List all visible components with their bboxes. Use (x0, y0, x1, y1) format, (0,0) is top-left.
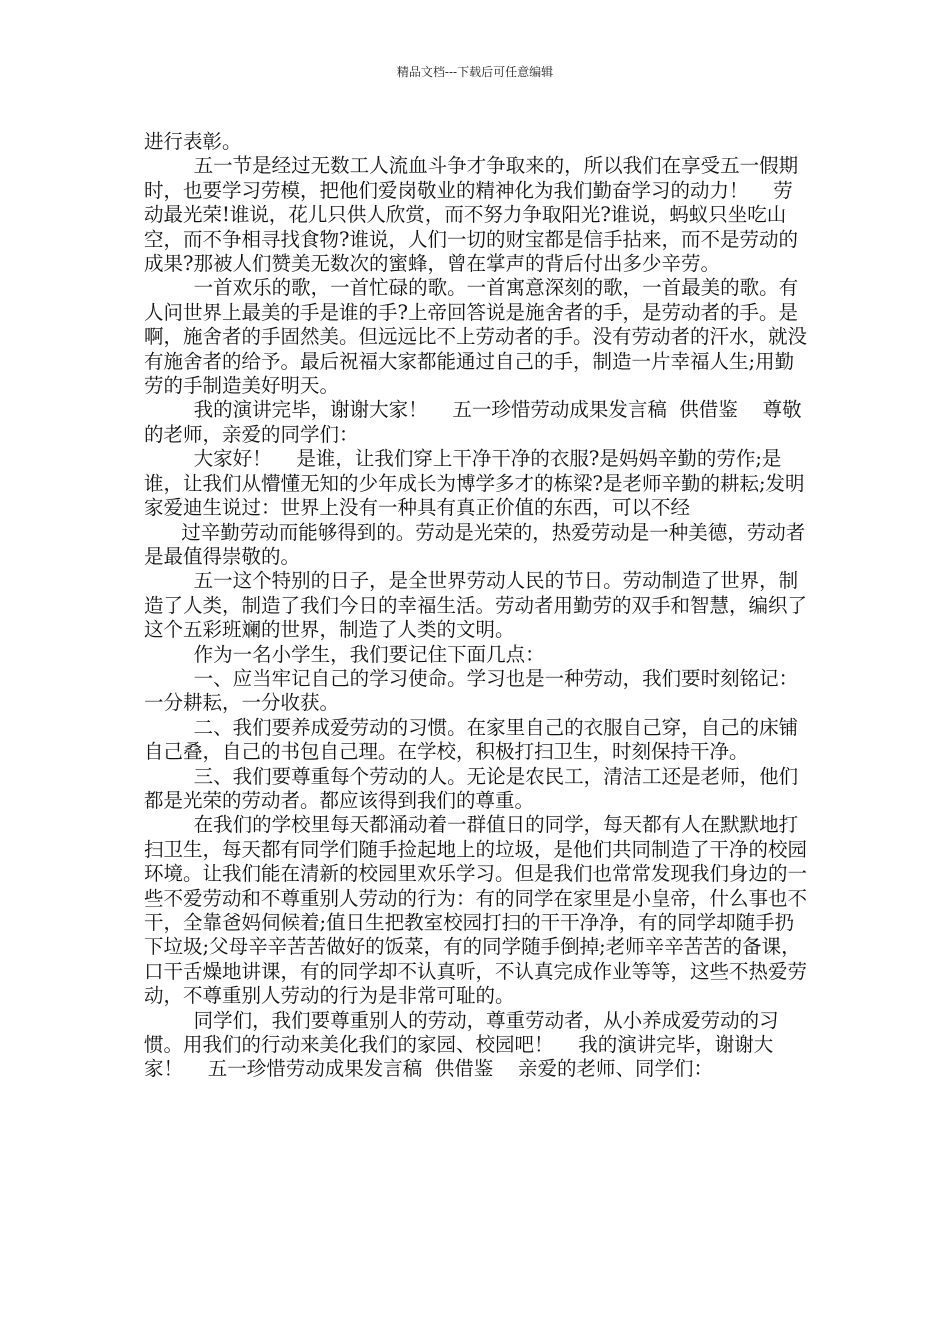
paragraph-greeting: 大家好！ 是谁，让我们穿上干净干净的衣服?是妈妈辛勤的劳作;是谁，让我们从懵懂无知的少年成长为博学多才的栋梁?是老师辛勤的耕耘;发明家爱迪生说过：世界上没有一种具有真正价值的东西，可以不经 (144, 447, 805, 520)
page-header: 精品文档---下载后可任意编辑 (396, 65, 554, 79)
paragraph-point-one: 一、应当牢记自己的学习使命。学习也是一种劳动，我们要时刻铭记：一分耕耘，一分收获。 (144, 666, 799, 715)
paragraph-song-of-labor: 一首欢乐的歌，一首忙碌的歌。一首寓意深刻的歌，一首最美的歌。有人问世界上最美的手是谁的手?上帝回答说是施舍者的手，是劳动者的手。是啊，施舍者的手固然美。但远远比不上劳动者的手。没有劳动者的汗水，就没有施舍者的给予。最后祝福大家都能通过自己的手，制造一片幸福人生;用勤劳的手制造美好明天。 (144, 276, 808, 398)
paragraph-closing: 同学们，我们要尊重别人的劳动，尊重劳动者，从小养成爱劳动的习惯。用我们的行动来美化我们的家园、校园吧！ 我的演讲完毕，谢谢大家！ 五一珍惜劳动成果发言稿 供借鉴 亲爱的老师、同学们： (144, 1008, 779, 1081)
paragraph-commendation: 进行表彰。 (144, 130, 242, 153)
paragraph-school-duty: 在我们的学校里每天都涌动着一群值日的同学，每天都有人在默默地打扫卫生，每天都有同学们随手捡起地上的垃圾，是他们共同制造了干净的校园环境。让我们能在清新的校园里欢乐学习。但是我们也常常发现我们身边的一些不爱劳动和不尊重别人劳动的行为：有的同学在家里是小皇帝，什么事也不干，全靠爸妈伺候着;值日生把教室校园打扫的干干净净，有的同学却随手扔下垃圾;父母辛辛苦苦做好的饭菜，有的同学随手倒掉;老师辛辛苦苦的备课，口干舌燥地讲课，有的同学却不认真听，不认真完成作业等等，这些不热爱劳动，不尊重别人劳动的行为是非常可耻的。 (144, 813, 808, 1008)
document-body (144, 130, 809, 1082)
paragraph-labor-glorious: 过辛勤劳动而能够得到的。劳动是光荣的，热爱劳动是一种美德，劳动者是最值得崇敬的。 (144, 520, 806, 568)
paragraph-speech-end-1: 我的演讲完毕，谢谢大家！ 五一珍惜劳动成果发言稿 供借鉴 尊敬的老师，亲爱的同学们： (144, 398, 802, 446)
paragraph-special-day: 五一这个特别的日子，是全世界劳动人民的节日。劳动制造了世界，制造了人类，制造了我们今日的幸福生活。劳动者用勤劳的双手和智慧，编织了这个五彩班斓的世界，制造了人类的文明。 (144, 569, 808, 642)
paragraph-point-two: 二、我们要养成爱劳动的习惯。在家里自己的衣服自己穿，自己的床铺自己叠，自己的书包自己理。在学校，积极打扫卫生，时刻保持干净。 (144, 715, 799, 764)
paragraph-as-student: 作为一名小学生，我们要记住下面几点： (144, 642, 545, 666)
paragraph-may-day-origin: 五一节是经过无数工人流血斗争才争取来的，所以我们在享受五一假期时，也要学习劳模，把他们爱岗敬业的精神化为我们勤奋学习的动力！ 劳动最光荣!谁说，花儿只供人欣赏，而不努力争取阳光?谁说，蚂蚁只坐吃山空，而不争相寻找食物?谁说，人们一切的财宝都是信手拈来，而不是劳动的成果?那被人们赞美无数次的蜜蜂，曾在掌声的背后付出多少辛劳。 (144, 154, 799, 276)
paragraph-point-three: 三、我们要尊重每个劳动的人。无论是农民工，清洁工还是老师，他们都是光荣的劳动者。都应该得到我们的尊重。 (144, 764, 799, 812)
